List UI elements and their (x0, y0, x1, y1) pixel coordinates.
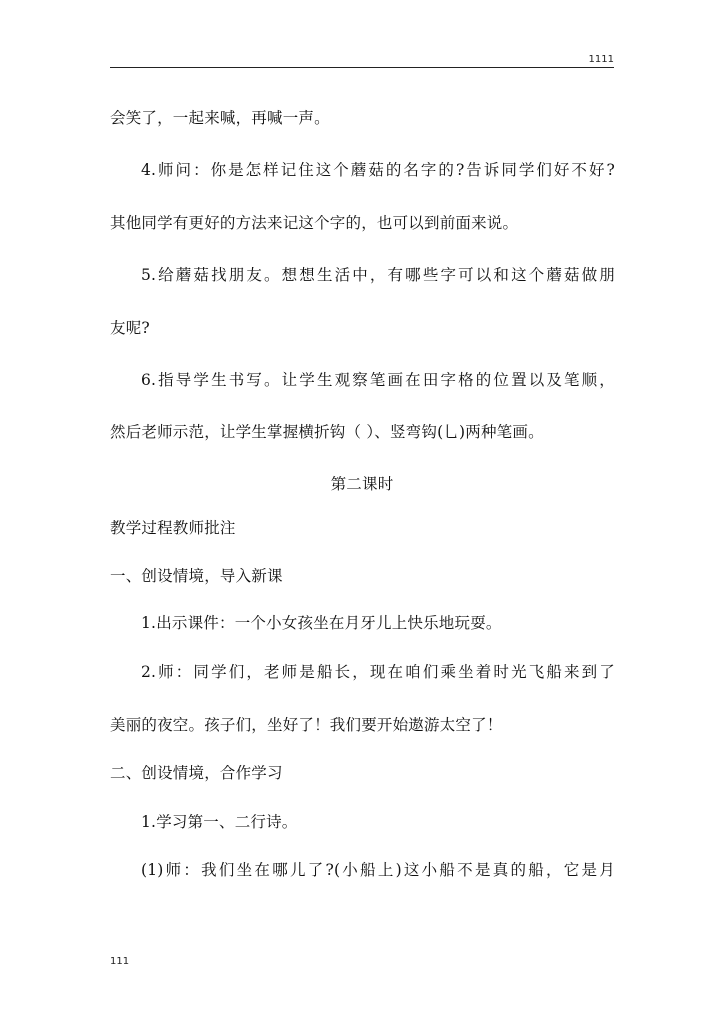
text-line: 1.出示课件：一个小女孩坐在月牙儿上快乐地玩耍。 (141, 614, 502, 632)
text-line: 教学过程教师批注 (110, 519, 236, 537)
text-line: 2.师：同学们，老师是船长，现在咱们乘坐着时光飞船来到了 (141, 663, 615, 681)
text-line: 1.学习第一、二行诗。 (141, 813, 298, 831)
text-line: 6.指导学生书写。让学生观察笔画在田字格的位置以及笔顺， (141, 371, 615, 389)
text-line: 其他同学有更好的方法来记这个字的，也可以到前面来说。 (110, 214, 519, 232)
section-heading: 二、创设情境，合作学习 (110, 764, 283, 782)
text-line: 美丽的夜空。孩子们，坐好了！我们要开始遨游太空了！ (110, 716, 503, 734)
text-line: 友呢? (110, 319, 150, 337)
text-line: (1)师：我们坐在哪儿了?(小船上)这小船不是真的船，它是月 (141, 861, 615, 879)
section-title: 第二课时 (330, 475, 394, 493)
section-heading: 一、创设情境，导入新课 (110, 567, 283, 585)
text-line: 会笑了，一起来喊，再喊一声。 (110, 109, 330, 127)
text-line: 然后老师示范，让学生掌握横折钩（ ）、竖弯钩(乚)两种笔画。 (110, 423, 544, 441)
text-line: 4.师问：你是怎样记住这个蘑菇的名字的?告诉同学们好不好? (141, 161, 615, 179)
footer-page-number: 111 (110, 956, 130, 967)
header-rule (110, 67, 614, 68)
text-line: 5.给蘑菇找朋友。想想生活中，有哪些字可以和这个蘑菇做朋 (141, 266, 615, 284)
header-page-number: 1111 (588, 54, 614, 65)
